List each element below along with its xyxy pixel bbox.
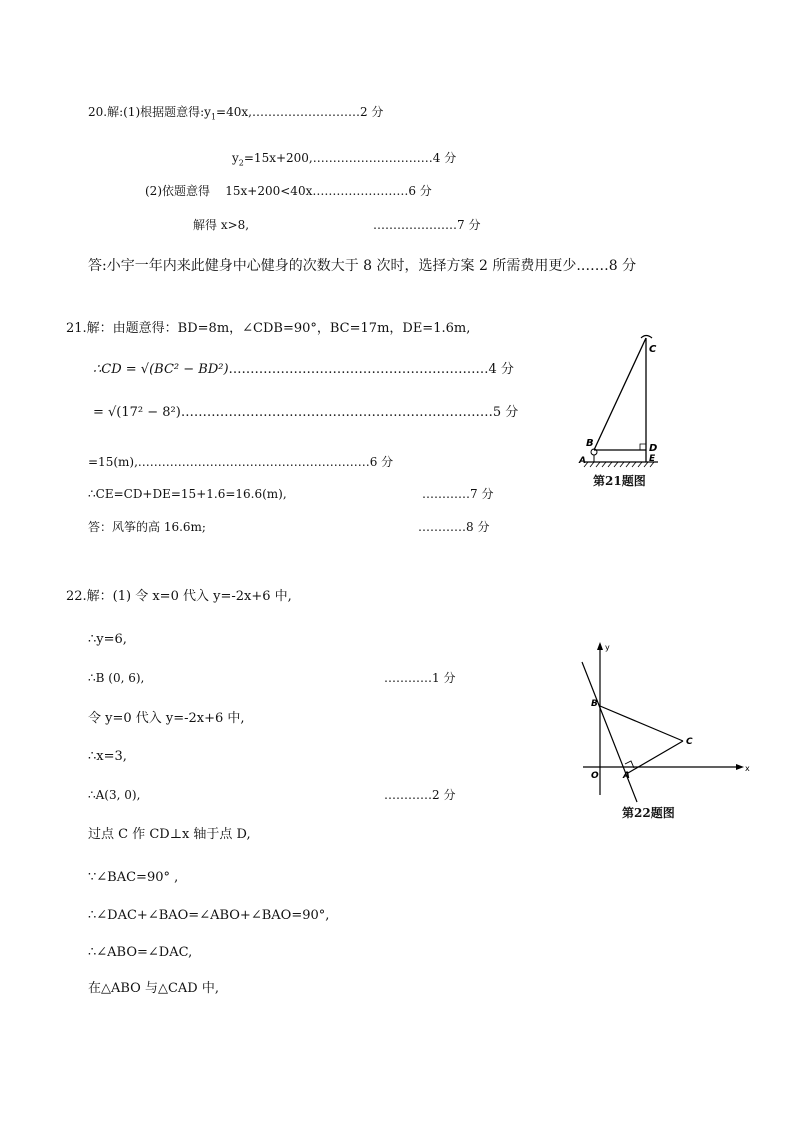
q20-answer-score: ……8 分 [580,258,637,274]
label-e: E [649,454,656,464]
q20-line-4 [193,219,249,231]
q20-line-2-text: y [232,151,239,165]
q22-line-9: ∴∠DAC+∠BAO=∠ABO+∠BAO=90°, [88,908,330,923]
q20-line-2-score: …………………………4 分 [312,151,457,165]
q20-line-2-tail: =15x+200, [243,151,313,165]
q22-line-11: 在△ABO 与△CAD 中, [88,981,219,996]
y-axis-arrow [597,642,603,650]
q20-line-3 [145,185,432,197]
figure-22 [578,640,758,825]
q20-line-2-sub: 2 [238,158,244,168]
q20-line-1-text: 20.解:(1)根据题意得:y [88,105,211,119]
q20-line-4-text: 解得 x>8, [193,218,250,232]
q20-line-3-text: (2)依题意得 15x+200<40x [145,184,313,198]
line-bc [594,338,646,450]
q22-line-4: 令 y=0 代入 y=-2x+6 中, [88,711,245,726]
q22-line-10: ∴∠ABO=∠DAC, [88,945,193,960]
q21-line-3-formula: = √(17² − 8²) [93,405,181,420]
q21-line-5: ∴CE=CD+DE=15+1.6=16.6(m), [88,487,287,501]
label-b: B [591,699,598,709]
q20-answer-text: 答:小宇一年内来此健身中心健身的次数大于 8 次时，选择方案 2 所需费用更少. [88,258,581,274]
figure-22-caption: 第22题图 [622,806,675,820]
q21-line-3 [93,406,518,419]
q22-line-8: ∵∠BAC=90° , [88,870,179,885]
q20-line-1-sub: 1 [210,112,217,122]
label-y: y [605,643,610,652]
label-d: D [649,443,658,454]
q21-line-2-formula: ∴CD = √(BC² − BD²) [93,362,229,377]
figure-21 [574,330,684,490]
q21-answer-score: …………8 分 [418,520,490,534]
q22-line-2: ∴y=6, [88,632,127,647]
label-c: C [649,344,657,355]
q22-line-5: ∴x=3, [88,749,127,764]
figure-22-diagram [578,640,758,805]
q21-line-1: 21.解：由题意得：BD=8m，∠CDB=90°，BC=17m，DE=1.6m, [66,321,471,336]
line-bc [600,706,683,741]
q22-line-3: ∴B (0, 6), [88,671,145,685]
q21-answer: 答：风筝的高 16.6m; [88,520,206,534]
q21-line-4 [88,456,393,468]
q21-line-3-score: ………………………………………………………………5 分 [180,405,519,420]
x-axis-arrow [736,764,744,770]
q22-line-6: ∴A(3, 0), [88,788,141,802]
q20-line-4-score: …………………7 分 [373,218,481,232]
q20-answer [88,259,636,273]
q22-line-3-score: …………1 分 [384,671,456,685]
q21-line-2 [93,363,514,376]
label-o: O [591,771,599,781]
q21-line-4-text: =15(m),. [88,455,142,469]
right-angle-d [640,444,646,450]
q22-line-6-score: …………2 分 [384,788,456,802]
label-x: x [745,764,750,773]
q21-line-5-score: …………7 分 [422,487,494,501]
ground-hatch [584,462,654,467]
q20-line-1-score: ………………………2 分 [251,105,384,119]
label-c: C [686,737,693,747]
q22-line-7: 过点 C 作 CD⊥x 轴于点 D, [88,827,251,842]
q21-line-2-score: ……………………………………………………4 分 [228,362,514,377]
label-a: A [623,771,630,781]
line-ab [582,662,637,802]
kite-marker [641,336,652,339]
figure-21-caption: 第21题图 [593,474,646,488]
q20-line-2 [232,152,456,167]
line-ac [628,741,683,773]
q20-line-3-score: ……………………6 分 [312,184,432,198]
figure-21-diagram [574,330,684,470]
label-b: B [586,438,594,449]
q22-line-1: 22.解：(1) 令 x=0 代入 y=-2x+6 中, [66,589,292,604]
q21-line-4-score: …………………………………………………6 分 [141,455,394,469]
label-a: A [579,456,586,466]
q20-line-1 [88,106,383,121]
q20-line-1-tail: =40x, [216,105,252,119]
